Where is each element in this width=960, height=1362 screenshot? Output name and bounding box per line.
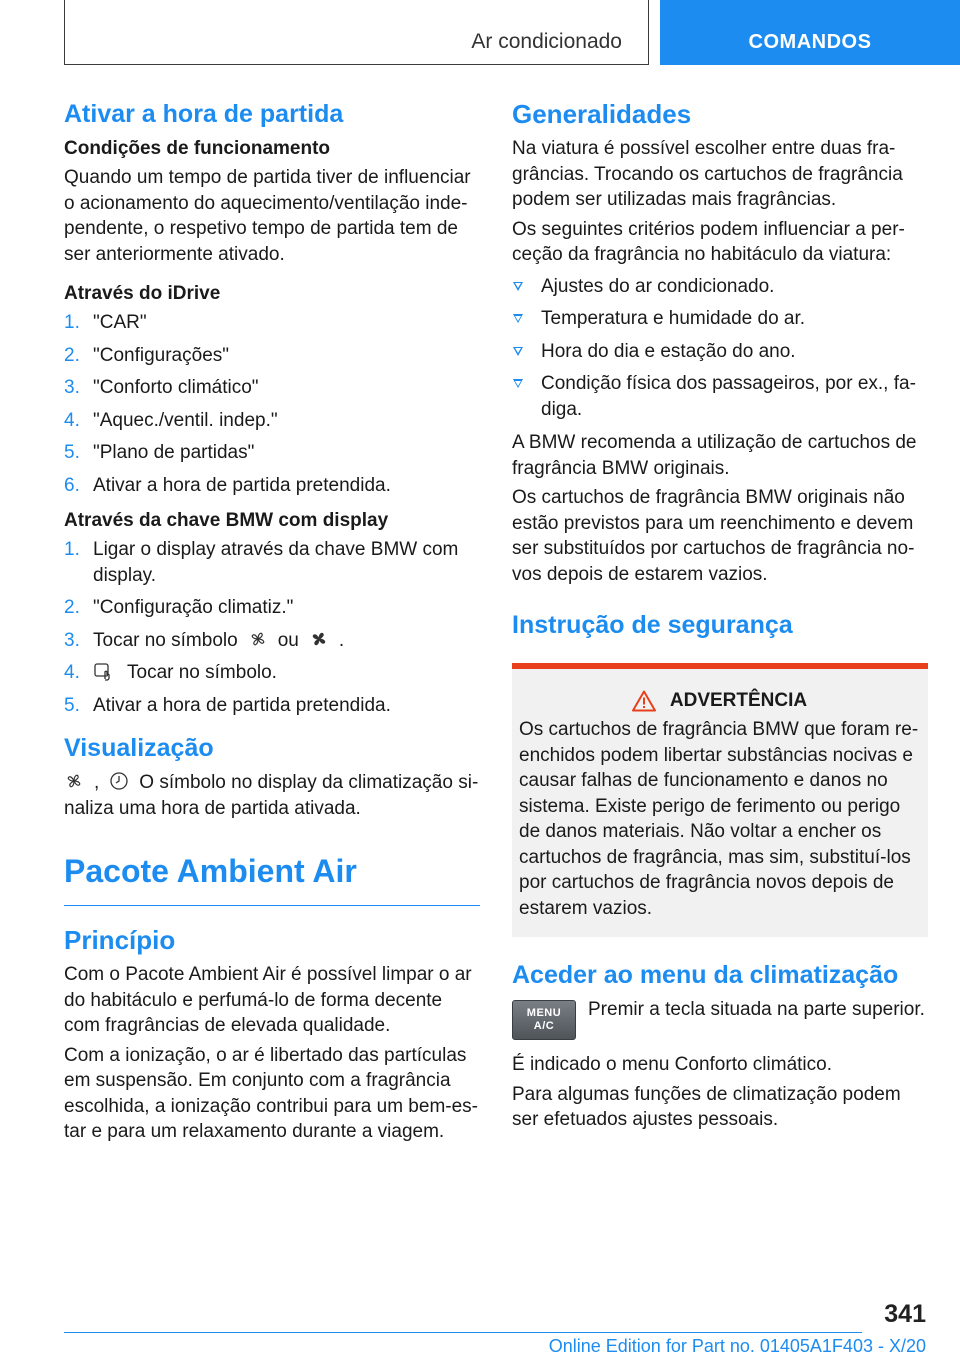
general-text-4: Os cartuchos de fragrância BMW originais não estão previstos para um reenchimento e devem ser substituídos por cartuchos de fragrância novos depois de estarem vazios. [512, 487, 915, 585]
ventilation-fan-icon [248, 629, 268, 649]
list-item: Condição física dos passageiros, por ex., fadiga. [512, 371, 928, 422]
general-text-3: A BMW recomenda a utilização de cartuchos de fragrância BMW originais. [512, 432, 917, 479]
right-column [512, 98, 928, 1137]
conditions-text: Quando um tempo de partida tiver de influenciar o acionamento do aquecimento/ventilação independente, o respetivo tempo de partida tem de ser anteriormente ativado. [64, 167, 471, 265]
heading-display: Visualização [64, 734, 214, 762]
heading-safety: Instrução de segurança [512, 611, 793, 639]
header-chapter-title: COMANDOS [748, 31, 872, 53]
list-item: 2. "Configuração climatiz." [64, 597, 294, 618]
warning-triangle-icon [632, 690, 656, 712]
heading-via-key-display: Através da chave BMW com display [64, 510, 389, 531]
menu-text-3: Para algumas funções de climatização podem ser efetuados ajustes pessoais. [512, 1083, 901, 1130]
clock-icon [109, 771, 129, 791]
heading-climate-menu: Aceder ao menu da climatização [512, 961, 899, 989]
display-text: , O símbolo no display da climatização sinaliza uma hora de partida ativada. [64, 772, 479, 819]
list-item: Hora do dia e estação do ano. [512, 339, 928, 365]
general-text-2: Os seguintes critérios podem influenciar a perceção da fragrância no habitáculo da viatura: [512, 218, 905, 265]
principle-text-2: Com a ionização, o ar é libertado das partículas em suspensão. Em conjunto com a fragrância escolhida, a ionização contribui para um bem-estar e para um relaxamento durante a viagem. [64, 1044, 478, 1142]
warning-title: ADVERTÊNCIA [519, 689, 920, 713]
header-section-box [64, 0, 649, 65]
list-item: 5. Ativar a hora de partida pretendida. [64, 694, 391, 716]
page-number: 341 [884, 1300, 926, 1328]
list-item: 2. "Configurações" [64, 344, 230, 366]
heading-operating-conditions: Condições de funcionamento [64, 138, 331, 159]
touch-symbol-icon [93, 661, 113, 681]
heading-activate-departure: Ativar a hora de partida [64, 100, 344, 128]
menu-text: Premir a tecla situada na parte superior. [588, 999, 925, 1020]
criteria-list [512, 274, 928, 423]
list-item: 1. Ligar o display através da chave BMW com display. [64, 539, 459, 586]
principle-text-1: Com o Pacote Ambient Air é possível limpar o ar do habitáculo e perfumá-lo de forma decente com fragrâncias de elevada qualidade. [64, 964, 472, 1036]
heading-general: Generalidades [512, 99, 692, 129]
key-steps [64, 537, 480, 718]
menu-ac-button-icon: MENU A/C [512, 1000, 576, 1040]
list-item: 4. Tocar no símbolo. [64, 662, 277, 683]
ventilation-fan-active-icon [309, 629, 329, 649]
header-section-title: Ar condicionado [471, 30, 622, 53]
list-item: Ajustes do ar condicionado. [512, 274, 928, 300]
list-item: 3. "Conforto climático" [64, 377, 259, 398]
list-item: 3. Tocar no símbolo ou . [64, 629, 345, 651]
list-item: 5. "Plano de partidas" [64, 442, 255, 463]
left-column [64, 98, 480, 1149]
heading-principle: Princípio [64, 925, 176, 955]
heading-ambient-air: Pacote Ambient Air [64, 851, 480, 906]
list-item: Temperatura e humidade do ar. [512, 306, 928, 332]
ventilation-fan-icon [64, 771, 84, 791]
header-chapter-tab [660, 0, 960, 65]
list-item: 4. "Aquec./ventil. indep." [64, 409, 278, 431]
footer-divider [64, 1332, 862, 1333]
menu-button-row [512, 997, 928, 1040]
list-item: 1. "CAR" [64, 312, 147, 333]
footer-edition: Online Edition for Part no. 01405A1F403 - X/20 [548, 1336, 926, 1356]
heading-via-idrive: Através do iDrive [64, 283, 221, 304]
warning-box [512, 663, 928, 937]
warning-text: Os cartuchos de fragrância BMW que foram reenchidos podem libertar substâncias nocivas e causar falhas de funcionamento e danos no sistema. Existe perigo de ferimento ou perigo de danos materiais. Não voltar a encher os cartuchos de fragrância, mas sim, substituí-los por cartuchos de fragrância novos depois de estarem vazios. [519, 719, 919, 919]
menu-text-2: É indicado o menu Conforto climático. [512, 1054, 832, 1075]
idrive-steps [64, 310, 480, 498]
general-text-1: Na viatura é possível escolher entre duas fragrâncias. Trocando os cartuchos de fragrância podem ser utilizadas mais fragrâncias. [512, 138, 903, 210]
list-item: 6. Ativar a hora de partida pretendida. [64, 474, 391, 496]
